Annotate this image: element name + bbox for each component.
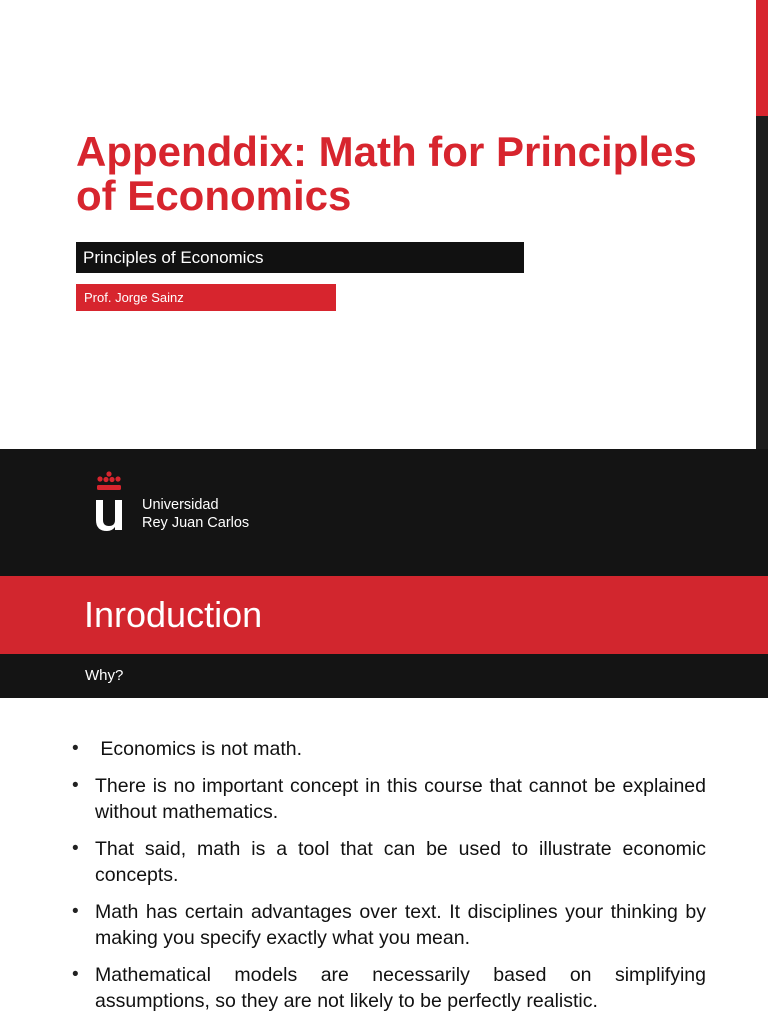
bullet-item <box>72 773 706 825</box>
bullet-item <box>72 836 706 888</box>
author-label: Prof. Jorge Sainz <box>76 284 336 311</box>
university-name <box>142 496 249 532</box>
bullet-marker: • <box>72 838 79 859</box>
slide-edge-accent-red <box>756 0 768 116</box>
bullet-text: Mathematical models are necessarily based on simplifying assumptions, so they are not likely to be perfectly realistic. <box>95 964 706 1012</box>
slide-edge-accent <box>756 0 768 449</box>
slide-heading: Inroduction <box>84 594 263 635</box>
bullet-text: Math has certain advantages over text. It disciplines your thinking by making you specify exactly what you mean. <box>95 901 706 949</box>
bullet-marker: • <box>72 901 79 922</box>
title-slide <box>0 0 756 449</box>
bullet-text: Economics is not math. <box>95 738 302 760</box>
slide-subheader-band <box>0 654 768 698</box>
slide-header-band <box>0 576 768 654</box>
slide-title: Appenddix: Math for Principles of Economics <box>76 128 697 219</box>
bullet-marker: • <box>72 775 79 796</box>
bullet-list <box>72 736 706 1025</box>
urjc-crown-u-logo-icon <box>92 470 126 534</box>
slide-subheading: Why? <box>85 667 124 684</box>
bullet-item <box>72 962 706 1014</box>
bullet-item <box>72 899 706 951</box>
university-name-line1: Universidad <box>142 497 219 513</box>
bullet-item <box>72 736 706 762</box>
bullet-marker: • <box>72 964 79 985</box>
university-logo <box>92 470 292 534</box>
bullet-text: That said, math is a tool that can be used to illustrate economic concepts. <box>95 838 706 886</box>
course-subtitle: Principles of Economics <box>76 242 524 273</box>
introduction-slide <box>0 576 768 1024</box>
bullet-marker: • <box>72 738 79 759</box>
university-name-line2: Rey Juan Carlos <box>142 515 250 531</box>
bullet-text: There is no important concept in this course that cannot be explained without mathematics. <box>95 775 706 823</box>
